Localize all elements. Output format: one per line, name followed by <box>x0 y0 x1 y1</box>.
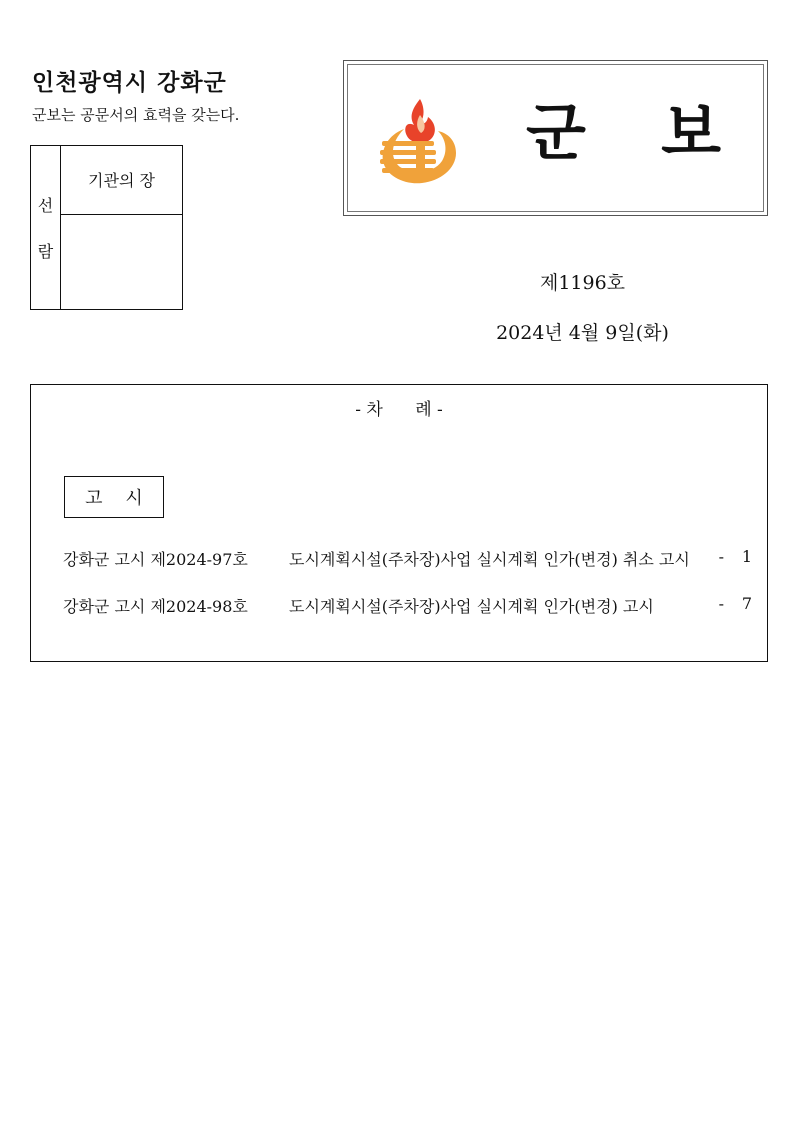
circulation-head-label: 기관의 장 <box>61 146 182 215</box>
masthead <box>343 60 768 216</box>
toc-entry[interactable] <box>63 547 752 571</box>
toc-entry-page: 7 <box>741 594 752 613</box>
org-title: 인천광역시 강화군 <box>32 70 227 96</box>
toc-entry-notice-no: 강화군 고시 제2024-97호 <box>63 550 248 569</box>
toc-entry-page: 1 <box>741 547 752 566</box>
toc-title: - 차 례 - <box>355 400 443 420</box>
toc-entry-title: 도시계획시설(주차장)사업 실시계획 인가(변경) 고시 <box>289 597 654 616</box>
toc-category-box: 고 시 <box>64 476 164 518</box>
toc-entry[interactable] <box>63 594 752 618</box>
masthead-title <box>498 93 743 173</box>
masthead-title-char: 보 <box>661 96 721 169</box>
toc-entry-title: 도시계획시설(주차장)사업 실시계획 인가(변경) 취소 고시 <box>289 550 690 569</box>
table-of-contents <box>30 384 768 662</box>
gwanghwa-flame-logo-icon <box>376 95 464 187</box>
toc-entry-notice-no: 강화군 고시 제2024-98호 <box>63 597 248 616</box>
toc-entry-dash: - <box>718 547 724 566</box>
circulation-table <box>30 145 183 310</box>
masthead-title-char: 군 <box>526 96 586 169</box>
circulation-signature-cell <box>61 215 182 309</box>
toc-entry-dash: - <box>718 594 724 613</box>
issue-number: 제1196호 <box>539 272 626 294</box>
circulation-side-char: 람 <box>37 242 54 262</box>
issue-date: 2024년 4월 9일(화) <box>496 322 669 344</box>
masthead-inner-frame <box>347 64 764 212</box>
circulation-side-char: 선 <box>37 195 54 215</box>
org-subtitle: 군보는 공문서의 효력을 갖는다. <box>32 106 240 124</box>
circulation-side-label <box>31 146 61 309</box>
